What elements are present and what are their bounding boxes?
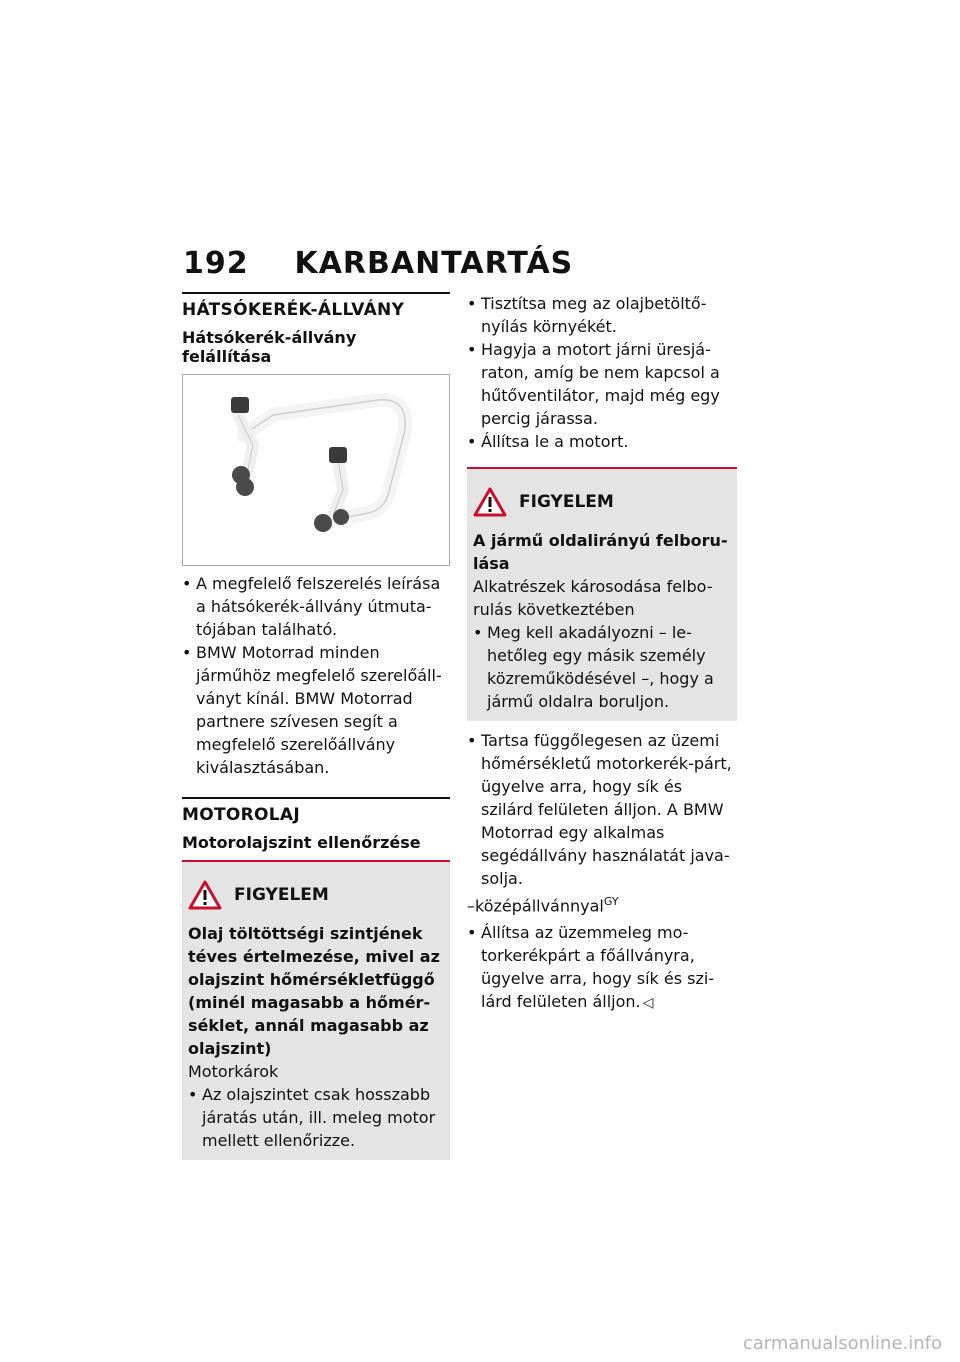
warning-bullet-list: [473, 621, 729, 713]
warning-consequence: Alkatrészek károsodása felbo-rulás következtében: [473, 577, 713, 619]
list-item: • BMW Motorrad minden járműhöz megfelelő szerelőáll-ványt kínál. BMW Motorrad partnere szívesen segít a megfelelő szerelőállvány kiválasztásában.: [182, 641, 450, 779]
list-item: • Állítsa le a motort.: [467, 430, 737, 453]
final-steps-list: [467, 921, 737, 1015]
end-of-section-mark: ◁: [642, 995, 654, 1012]
warning-label: FIGYELEM: [234, 885, 329, 905]
page-number: 192: [183, 246, 249, 281]
chapter-title: KARBANTARTÁS: [294, 246, 574, 281]
left-column: [182, 292, 450, 1160]
warning-box-tip-over: [467, 467, 737, 721]
warning-label: FIGYELEM: [519, 492, 614, 512]
subsection-title-oil: Motorolajszint ellenőrzése: [182, 833, 421, 852]
country-superscript: GY: [603, 895, 619, 908]
list-item: • Tisztítsa meg az olajbetöltő-nyílás környékét.: [467, 292, 737, 338]
warning-consequence: Motorkárok: [188, 1062, 279, 1081]
list-item: [467, 921, 737, 1015]
dash-marker: –: [467, 896, 475, 916]
subsection-title-stand: Hátsókerék-állvány felállítása: [182, 328, 357, 366]
center-stand-label: középállvánnyal: [475, 896, 604, 916]
warning-heading: Olaj töltöttségi szintjének téves értelmezése, mivel az olajszint hőmérsékletfüggő (minél magasabb a hőmér-séklet, annál magasabb az olajszint): [188, 924, 440, 1058]
footer-watermark: carmanualsonline.info: [742, 1333, 942, 1354]
warning-heading: A jármű oldalirányú felboru-lása: [473, 531, 728, 573]
warning-box-oil: [182, 860, 450, 1160]
list-item: • Hagyja a motort járni üresjá-raton, amíg be nem kapcsol a hűtőventilátor, majd még egy percig járassa.: [467, 338, 737, 430]
list-item: • A megfelelő felszerelés leírása a hátsókerék-állvány útmuta-tójában található.: [182, 572, 450, 641]
section-rule: [182, 292, 450, 294]
center-stand-option: [467, 890, 737, 917]
section-rule: [182, 797, 450, 799]
rear-stand-illustration: [182, 374, 450, 566]
section-title-stand: HÁTSÓKERÉK-ÁLLVÁNY: [182, 300, 405, 320]
list-item: • Meg kell akadályozni – le-hetőleg egy másik személy közreműködésével –, hogy a jármű oldalra boruljon.: [473, 621, 729, 713]
stand-bullet-list: [182, 572, 450, 779]
section-title-oil: MOTOROLAJ: [182, 805, 300, 825]
warning-triangle-icon: [473, 487, 507, 517]
list-item: • Tartsa függőlegesen az üzemi hőmérsékletű motorkerék-párt, ügyelve arra, hogy sík és szilárd felületen álljon. A BMW Motorrad egy alkalmas segédállvány használatát java-solja.: [467, 729, 737, 890]
rear-stand-illustration-svg: [183, 375, 449, 565]
final-step-text: Állítsa az üzemmeleg mo-torkerékpárt a főállványra, ügyelve arra, hogy sík és szi-lárd felületen álljon.: [481, 923, 715, 1012]
oil-steps-list: [467, 292, 737, 453]
list-item: • Az olajszintet csak hosszabb járatás után, ill. meleg motor mellett ellenőrizze.: [188, 1083, 442, 1152]
warning-bullet-list: [188, 1083, 442, 1152]
page-header: [183, 246, 573, 281]
stand-steps-list: [467, 729, 737, 890]
warning-triangle-icon: [188, 880, 222, 910]
right-column: [467, 292, 737, 1015]
